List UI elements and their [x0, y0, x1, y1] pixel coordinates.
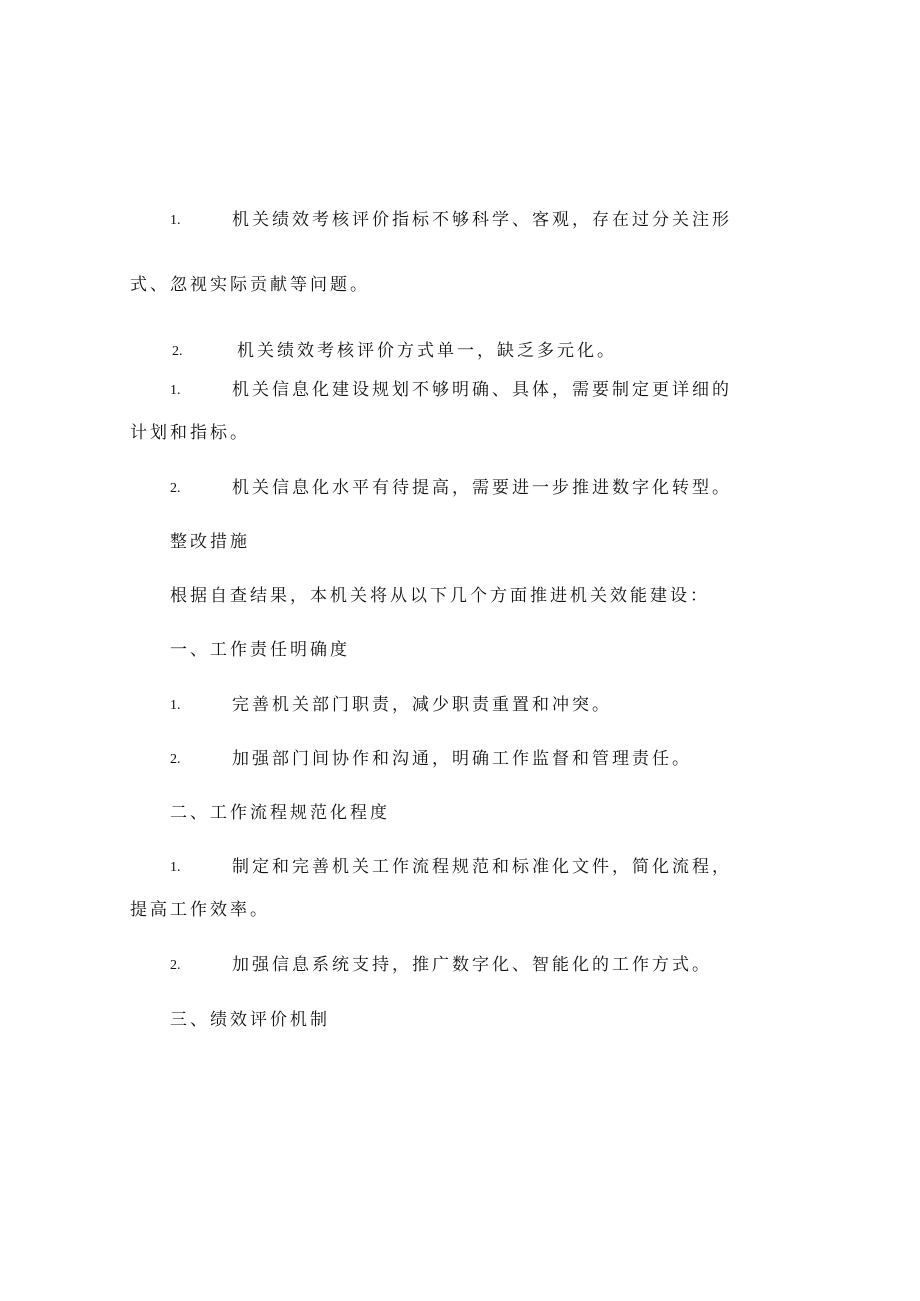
list-number: 1.: [170, 213, 181, 228]
list-item-text: 机关绩效考核评价指标不够科学、客观，存在过分关注形: [232, 210, 732, 230]
section-heading: 整改措施: [170, 532, 250, 552]
list-item-text: 机关绩效考核评价方式单一，缺乏多元化。: [237, 341, 617, 361]
list-item-text: 完善机关部门职责，减少职责重置和冲突。: [232, 695, 612, 715]
list-number: 1.: [170, 698, 181, 713]
list-item-text: 制定和完善机关工作流程规范和标准化文件，简化流程，: [232, 857, 732, 877]
list-number: 1.: [170, 860, 181, 875]
section-title: 三、绩效评价机制: [170, 1010, 330, 1030]
list-item-text: 加强部门间协作和沟通，明确工作监督和管理责任。: [232, 749, 692, 769]
list-item-text: 机关信息化建设规划不够明确、具体，需要制定更详细的: [232, 380, 732, 400]
list-number: 2.: [170, 481, 181, 496]
list-number: 2.: [172, 344, 183, 359]
intro-paragraph: 根据自查结果，本机关将从以下几个方面推进机关效能建设：: [170, 586, 710, 606]
list-number: 1.: [170, 383, 181, 398]
section-title: 一、工作责任明确度: [170, 640, 350, 660]
list-item-continuation: 提高工作效率。: [130, 900, 270, 920]
list-item-continuation: 计划和指标。: [130, 423, 250, 443]
list-item-text: 加强信息系统支持，推广数字化、智能化的工作方式。: [232, 955, 712, 975]
list-number: 2.: [170, 752, 181, 767]
list-item-continuation: 式、忽视实际贡献等问题。: [130, 275, 370, 295]
list-item-text: 机关信息化水平有待提高，需要进一步推进数字化转型。: [232, 478, 732, 498]
section-title: 二、工作流程规范化程度: [170, 803, 390, 823]
list-number: 2.: [170, 958, 181, 973]
